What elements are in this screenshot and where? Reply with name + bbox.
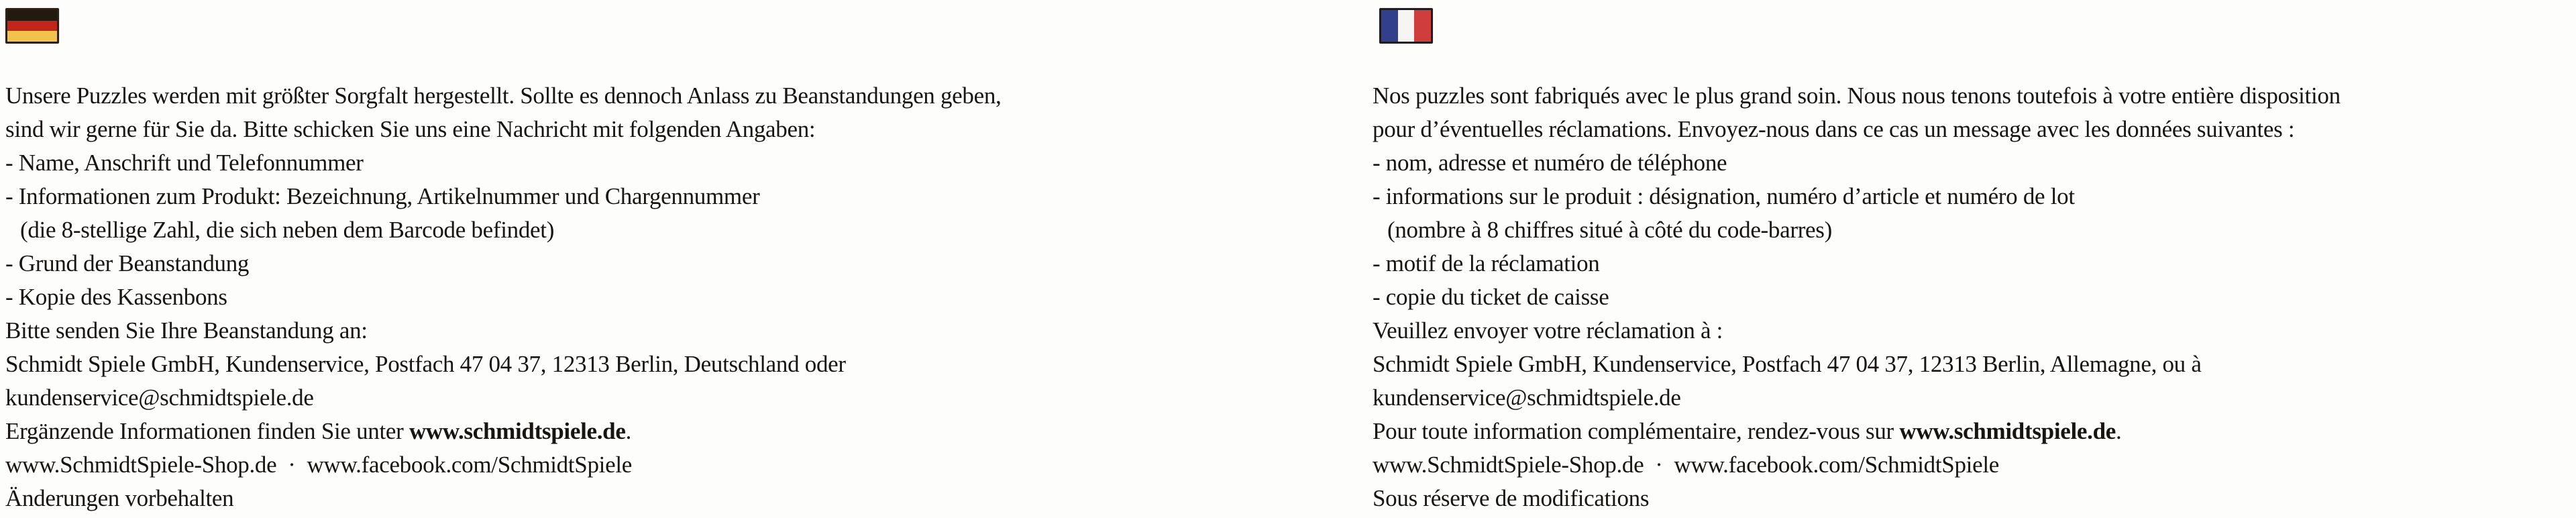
info-line-period: . bbox=[625, 418, 632, 444]
text-line: Nos puzzles sont fabriqués avec le plus grand soin. Nous nous tenons toutefois à votre entière disposition bbox=[1373, 83, 2341, 109]
text-line: - Kopie des Kassenbons bbox=[5, 284, 227, 310]
info-line bbox=[1373, 415, 2573, 448]
text-line: (die 8-stellige Zahl, die sich neben dem Barcode befindet) bbox=[20, 217, 555, 243]
french-column bbox=[1373, 8, 2573, 515]
flag-stripe-red bbox=[1414, 10, 1431, 42]
french-text-block bbox=[1373, 79, 2573, 515]
info-line-period: . bbox=[2115, 418, 2122, 444]
text-line: - Grund der Beanstandung bbox=[5, 250, 250, 276]
text-line: - Name, Anschrift und Telefonnummer bbox=[5, 150, 364, 176]
flag-stripe-black bbox=[7, 10, 57, 21]
text-line: pour d’éventuelles réclamations. Envoyez-nous dans ce cas un message avec les données suivantes : bbox=[1373, 116, 2295, 142]
text-line: Bitte senden Sie Ihre Beanstandung an: bbox=[5, 317, 368, 344]
text-line: Veuillez envoyer votre réclamation à : bbox=[1373, 317, 1723, 344]
service-email: kundenservice@schmidtspiele.de bbox=[5, 384, 314, 411]
text-line: (nombre à 8 chiffres situé à côté du code-barres) bbox=[1387, 217, 1832, 243]
info-line bbox=[5, 415, 1340, 448]
website-url: www.schmidtspiele.de bbox=[409, 418, 626, 444]
text-line: Schmidt Spiele GmbH, Kundenservice, Postfach 47 04 37, 12313 Berlin, Allemagne, ou à bbox=[1373, 351, 2202, 377]
text-line: - motif de la réclamation bbox=[1373, 250, 1600, 276]
text-line: - nom, adresse et numéro de téléphone bbox=[1373, 150, 1727, 176]
german-text-block bbox=[5, 79, 1340, 515]
changes-reserved-note: Sous réserve de modifications bbox=[1373, 485, 1650, 511]
flag-stripe-blue bbox=[1381, 10, 1398, 42]
text-line: Unsere Puzzles werden mit größter Sorgfalt hergestellt. Sollte es dennoch Anlass zu Beanstandungen geben, bbox=[5, 83, 1002, 109]
service-email: kundenservice@schmidtspiele.de bbox=[1373, 384, 1681, 411]
german-column bbox=[5, 8, 1340, 515]
text-line: - copie du ticket de caisse bbox=[1373, 284, 1609, 310]
germany-flag-icon bbox=[5, 8, 59, 44]
france-flag-icon bbox=[1379, 8, 1433, 44]
info-line-text: Ergänzende Informationen finden Sie unter bbox=[5, 418, 409, 444]
text-line: sind wir gerne für Sie da. Bitte schicken Sie uns eine Nachricht mit folgenden Angaben: bbox=[5, 116, 816, 142]
flag-stripe-red bbox=[7, 21, 57, 32]
text-line: - Informationen zum Produkt: Bezeichnung, Artikelnummer und Chargennummer bbox=[5, 183, 760, 209]
website-url: www.schmidtspiele.de bbox=[1899, 418, 2116, 444]
shop-and-facebook-urls: www.SchmidtSpiele-Shop.de · www.facebook.com/SchmidtSpiele bbox=[1373, 452, 1999, 478]
flag-stripe-white bbox=[1398, 10, 1415, 42]
info-line-text: Pour toute information complémentaire, rendez-vous sur bbox=[1373, 418, 1900, 444]
shop-and-facebook-urls: www.SchmidtSpiele-Shop.de · www.facebook.com/SchmidtSpiele bbox=[5, 452, 632, 478]
changes-reserved-note: Änderungen vorbehalten bbox=[5, 485, 234, 511]
text-line: - informations sur le produit : désignation, numéro d’article et numéro de lot bbox=[1373, 183, 2075, 209]
flag-stripe-gold bbox=[7, 31, 57, 42]
text-line: Schmidt Spiele GmbH, Kundenservice, Postfach 47 04 37, 12313 Berlin, Deutschland oder bbox=[5, 351, 846, 377]
